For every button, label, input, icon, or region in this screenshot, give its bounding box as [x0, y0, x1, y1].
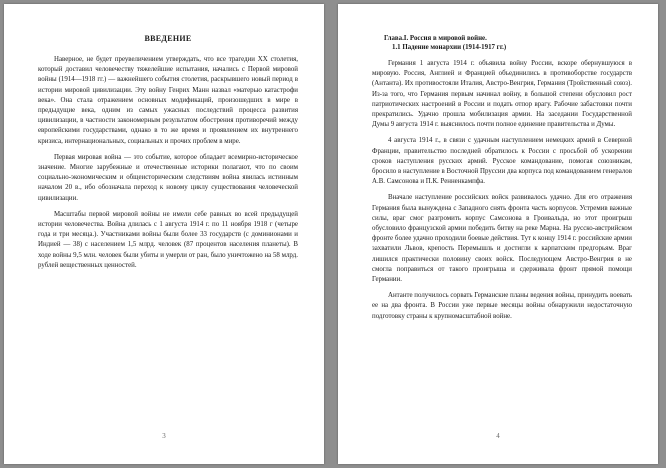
introduction-title: ВВЕДЕНИЕ [144, 34, 192, 43]
chapter-heading: Глава.I. Россия в мировой войне. [384, 35, 487, 42]
page-number: 4 [496, 432, 500, 440]
page-content [38, 34, 298, 277]
page-number: 3 [162, 432, 166, 440]
paragraph: 4 августа 1914 г., в связи с удачным наступлением немецких армий в Северной Франции, правительство последней обратилось к России с просьбой об ускорении сроков наступления русских армий. Русское командование, помогая союзникам, бросило в наступление в Восточной Пруссии два корпуса под командованием генералов А.В. Самсонова и П.К. Ренненкампфа. [372, 137, 632, 186]
paragraph: Антанте получилось сорвать Германские планы ведения войны, принудить воевать ее на два фронта. В России уже первые месяцы войны обнаружили недостаточную подготовку страны к крупномасштабной войне. [372, 292, 632, 320]
page-content [372, 59, 632, 328]
paragraph: Масштабы первой мировой войны не имели себе равных во всей предыдущей истории человечества. Война длилась с 1 августа 1914 г. по 11 ноября 1918 г (четыре года и три месяца.). Участниками войны были более 33 государств (с доминионами и Индией — 38) с населением 1,5 млрд. человек (87 процентов населения планеты). В ходе войны 9,5 млн. человек были убиты и умерли от ран, было уничтожено на 58 млрд. рублей вещественных ценностей. [38, 210, 298, 269]
paragraph: Германия 1 августа 1914 г. объявила войну России, вскоре обернувшуюся в мировую. Россия, Англией и Францией объединились в противоборстве государств (Антанта). Их противостояли Италия, Австро-Венгрия, Германия (Тройственный союз). Из-за того, что Германия первым начинал войну, в большой степени обусловил рост патриотических настроений в России и подать отпор врагу. Рабочие забастовки почти прекратились. Удачно прошла мобилизация армии. На заседании Государственной Думы 9 августа 1914 г. выяснилось почти полное единение правительства и Думы. [372, 60, 632, 129]
paragraph: Наверное, не будет преувеличением утверждать, что все трагедии XX столетия, который доставил человечеству тяжелейшие испытания, начались с Первой мировой войны (1914—1918 гг.) — важнейшего события столетия, раскрывшего новый период в истории мировой цивилизации. Эту войну Генрих Манн назвал «матерью катастрофи века». Она стала отражением основных модификаций, произошедших в мире в предыдущие века, одним из самых ужасных последствий процесса развития цивилизации, в частности закономерным результатом обострения противоречий между европейскими государствами, однако в то же время и проявлением их внутреннего кризиса, интернациональных, социальных и прочих проблем в мире. [38, 56, 298, 145]
section-heading: 1.1 Падение монархии (1914-1917 гг.) [392, 44, 507, 51]
paragraph: Вначале наступление российских войск развивалось удачно. Для его отражения Германия была вынуждена с Западного снять фронта часть корпусов. Устремив важные силы, враг смог разгромить корпус Самсонова в Гроивальда, но этот проигрыш обусловило французской армии победить битву на реке Марна. На русско-австрийском фронте более удачно проходили боевые действия. Тут к концу 1914 г. российские армии захватили Львов, крепость Перемышль и достигли к карпатским предгорьям. Враг лишился практически половину своих войск. Последующем Австро-Венгрия в не смогла поправиться от такого проигрыша и сдерживала фронт прямой помощи Германии. [372, 194, 632, 284]
paragraph: Первая мировая война — это событие, которое обладает всемирно-историческое значение. Многие зарубежные и отечественные историки полагают, что по своим социально-экономическим и общеисторическим следствиям война явилась истинным началом 20 в., ибо обозначала переход к новому циклу существования человеческой цивилизации. [38, 153, 298, 202]
chapter-heading-block [372, 34, 632, 52]
document-page-right [338, 4, 658, 464]
document-page-left [4, 4, 324, 464]
